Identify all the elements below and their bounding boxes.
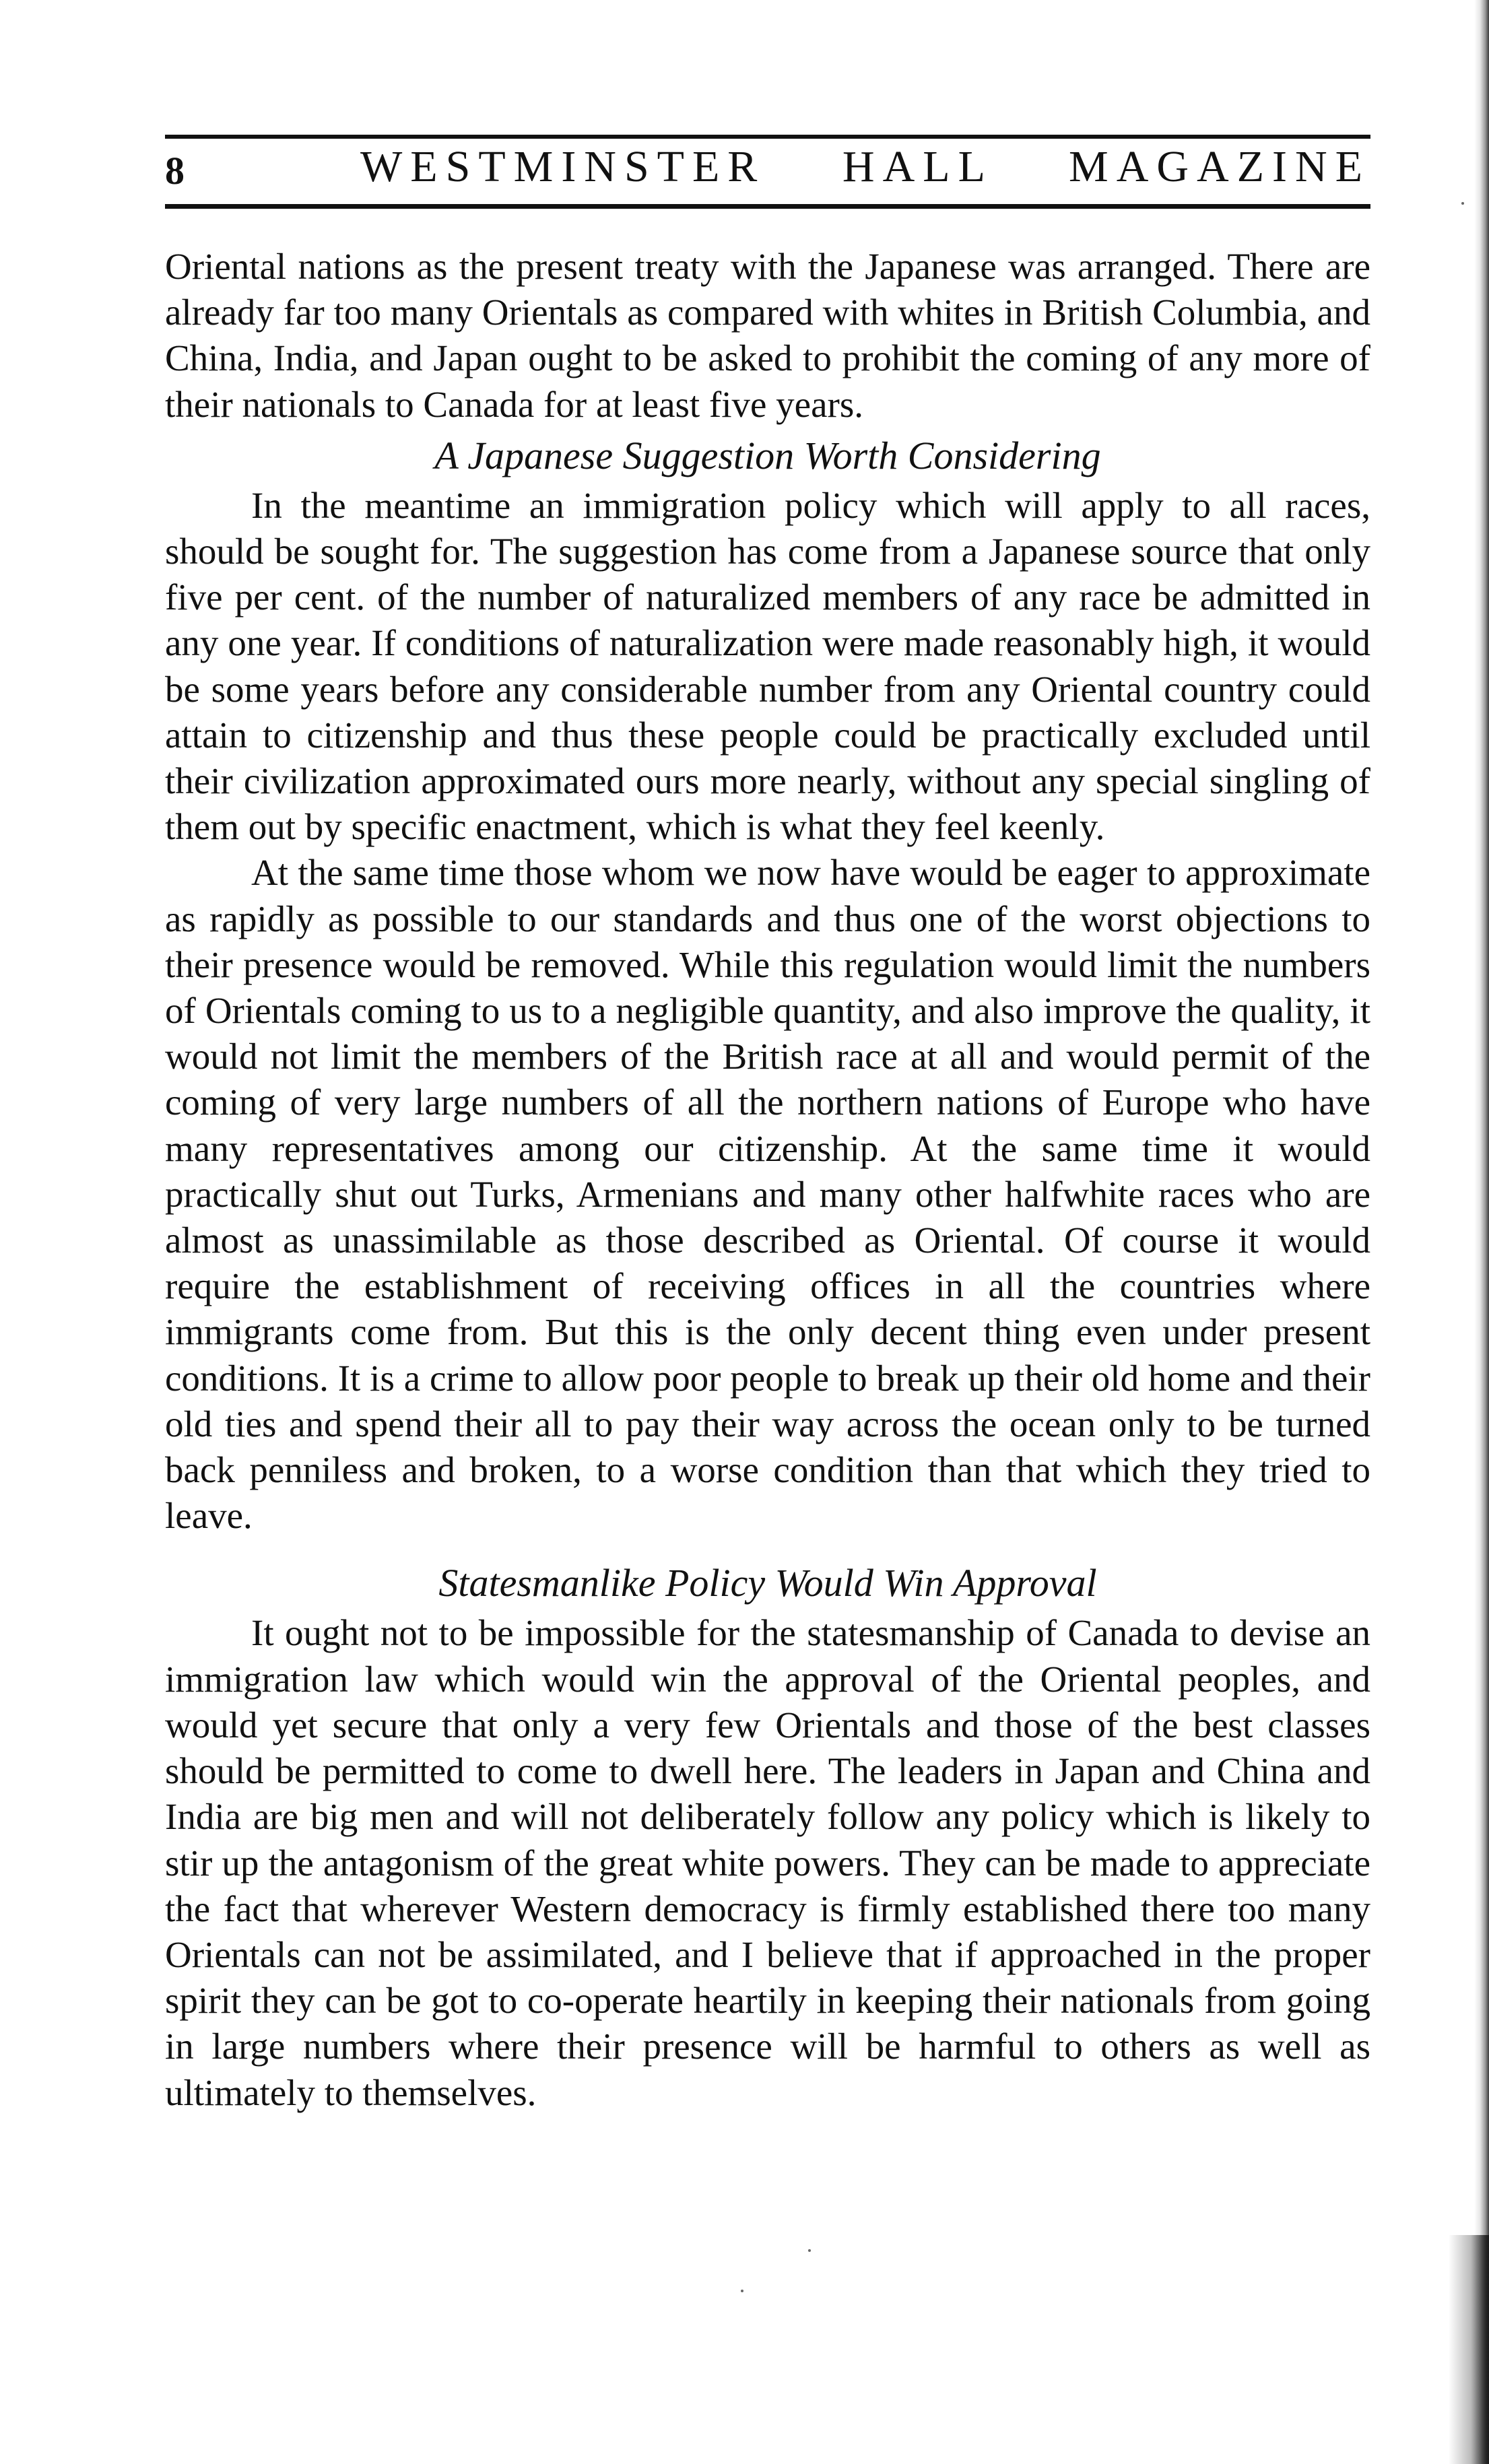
page-binding-edge (1474, 0, 1489, 2464)
section-heading-japanese-suggestion: A Japanese Suggestion Worth Considering (434, 433, 1101, 477)
paragraph-immigration-policy: In the meantime an immigration policy which will apply to all races, should be sought for. The suggestion has come from a Japanese source that only five per cent. of the number of naturalized members of any race be admitted in any one year. If conditions of naturalization were made reasonably high, it would be some years before any considerable number from any Oriental country could attain to citizenship and thus these people could be practically excluded until their civilization approximated ours more nearly, without any special singling of them out by specific enactment, which is what they feel keenly. (165, 484, 1370, 848)
article-body (165, 244, 1370, 2116)
header-bottom-rule (165, 204, 1370, 209)
section-heading-statesmanlike-policy: Statesmanlike Policy Would Win Approval (438, 1561, 1097, 1605)
paper-speck (741, 2290, 743, 2292)
paragraph-approximate-standards: At the same time those whom we now have would be eager to approximate as rapidly as possible to our standards and thus one of the worst objections to their presence would be removed. While this regulation would limit the numbers of Orientals coming to us to a negligible quantity, and also improve the quality, it would not limit the members of the British race at all and would permit of the coming of very large numbers of all the northern nations of Europe who have many representatives among our citizenship. At the same time it would practically shut out Turks, Armenians and many other halfwhite races who are almost as unassimilable as those described as Oriental. Of course it would require the establishment of receiving offices in all the countries where immigrants come from. But this is the only decent thing even under present conditions. It is a crime to allow poor people to break up their old home and their old ties and spend their all to pay their way across the ocean only to be turned back penniless and broken, to a worse condition than that which they tried to leave. (165, 852, 1370, 1537)
header-top-rule (165, 135, 1370, 139)
page-binding-shadow (1449, 2235, 1489, 2464)
paper-speck (1461, 202, 1464, 205)
magazine-title: WESTMINSTER HALL MAGAZINE (360, 142, 1370, 191)
paragraph-statesmanship: It ought not to be impossible for the statesmanship of Canada to devise an immigration law which would win the approval of the Oriental peoples, and would yet secure that only a very few Orientals and those of the best classes should be permitted to come to dwell here. The leaders in Japan and China and India are big men and will not deliberately follow any policy which is likely to stir up the antagonism of the great white powers. They can be made to appreciate the fact that wherever Western democracy is firmly established there too many Orientals can not be assimilated, and I believe that if approached in the proper spirit they can be got to co-operate heartily in keeping their nationals from going in large numbers where their presence will be harmful to others as well as ultimately to themselves. (165, 1612, 1370, 2113)
paper-speck (808, 2249, 811, 2252)
paragraph-continued: Oriental nations as the present treaty with the Japanese was arranged. There are already far too many Orientals as compared with whites in British Columbia, and China, India, and Japan ought to be asked to prohibit the coming of any more of their nationals to Canada for at least five years. (165, 246, 1370, 425)
running-header (165, 125, 1370, 219)
page-number: 8 (165, 149, 185, 193)
